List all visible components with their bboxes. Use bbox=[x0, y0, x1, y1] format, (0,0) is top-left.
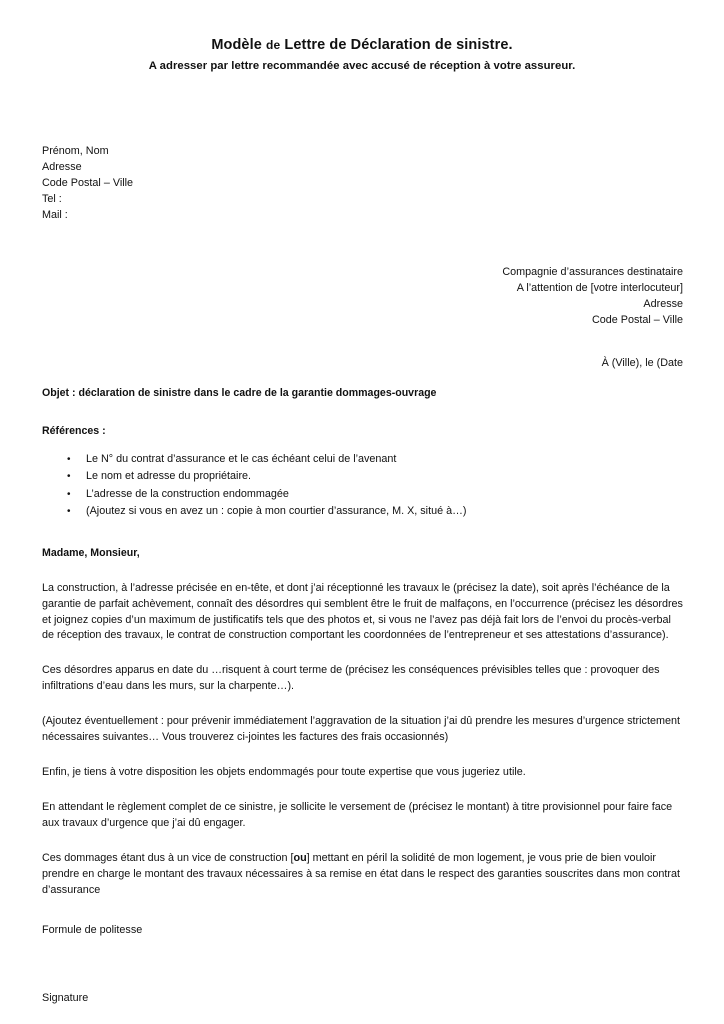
title-word-modele: Modèle bbox=[211, 37, 262, 53]
subject-line: Objet : déclaration de sinistre dans le cadre de la garantie dommages-ouvrage bbox=[42, 387, 437, 399]
recipient-line-attention: A l’attention de [votre interlocuteur] bbox=[516, 281, 683, 294]
closing-formula: Formule de politesse bbox=[42, 924, 143, 937]
body-paragraph-4: Enfin, je tiens à votre disposition les objets endommagés pour toute expertise que vous jugeriez utile. bbox=[42, 765, 526, 778]
sender-line-postal-city: Code Postal – Ville bbox=[42, 176, 134, 189]
sender-line-mail: Mail : bbox=[42, 208, 68, 221]
list-item-label: (Ajoutez si vous en avez un : copie à mon courtier d’assurance, M. X, situé à…) bbox=[86, 505, 467, 518]
body-paragraph-1: La construction, à l’adresse précisée en en-tête, et dont j’ai réceptionné les travaux le (précisez la date), soit après l’échéance de la garantie de parfait achèvement, connaît des désordres qui semblent être le fruit de malfaçons, en l’occurrence (précisez les désordres et joignez copies d’un maximum de justificatifs tels que des photos et, si vous ne l’avez pas déjà fait lors de l’envoi du procès-verbal de réception des travaux, le contrat de construction comportant les coordonnées de l’entrepreneur et ses attestations d’assurance). bbox=[42, 581, 683, 642]
final-paragraph-after: ] mettant en péril la solidité de mon logement, je vous prie de bien vouloir prendre en charge le montant des travaux nécessaires à sa remise en état dans le respect des garanties souscrites dans mon contrat d’assurance bbox=[42, 851, 680, 896]
bullet-icon: • bbox=[67, 453, 71, 465]
sender-line-tel: Tel : bbox=[42, 192, 62, 205]
list-item bbox=[42, 451, 683, 469]
recipient-line-address: Adresse bbox=[643, 297, 683, 310]
body-paragraph-2: Ces désordres apparus en date du …risquent à court terme de (précisez les conséquences prévisibles telles que : provoquer des infiltrations d’eau dans les murs, sur la charpente…). bbox=[42, 664, 660, 693]
bullet-icon: • bbox=[67, 488, 71, 500]
list-item bbox=[42, 468, 683, 486]
place-and-date-line: À (Ville), le (Date bbox=[601, 357, 683, 369]
recipient-address-block bbox=[502, 265, 683, 329]
body-paragraph-5: En attendant le règlement complet de ce sinistre, je sollicite le versement de (précisez le montant) à titre provisionnel pour faire face aux travaux d’urgence que j’ai dû engager. bbox=[42, 800, 673, 829]
signature-label: Signature bbox=[42, 992, 89, 1005]
list-item-label: Le N° du contrat d’assurance et le cas échéant celui de l’avenant bbox=[86, 452, 397, 465]
sender-address-block bbox=[42, 144, 133, 224]
page-subtitle: A adresser par lettre recommandée avec accusé de réception à votre assureur. bbox=[148, 59, 576, 72]
list-item bbox=[42, 486, 683, 504]
letter-body bbox=[42, 386, 683, 1007]
list-item-label: Le nom et adresse du propriétaire. bbox=[86, 470, 252, 483]
document-title-block bbox=[42, 36, 682, 74]
list-item-label: L’adresse de la construction endommagée bbox=[86, 487, 289, 500]
references-list bbox=[42, 451, 683, 521]
recipient-line-postal-city: Code Postal – Ville bbox=[591, 313, 683, 326]
list-item bbox=[42, 503, 683, 521]
title-rest: Lettre de Déclaration de sinistre. bbox=[284, 37, 513, 53]
sender-line-address: Adresse bbox=[42, 160, 82, 173]
body-paragraph-6 bbox=[42, 851, 683, 899]
references-label: Références : bbox=[42, 424, 106, 437]
title-word-de: de bbox=[266, 38, 281, 52]
final-paragraph-before: Ces dommages étant dus à un vice de construction [ bbox=[42, 851, 294, 864]
bullet-icon: • bbox=[67, 471, 71, 483]
sender-line-name: Prénom, Nom bbox=[42, 145, 109, 157]
body-paragraph-3: (Ajoutez éventuellement : pour prévenir immédiatement l’aggravation de la situation j’ai dû prendre les mesures d’urgence strictement nécessaires suivantes… Vous trouverez ci-jointes les factures des frais occasionnés) bbox=[42, 715, 680, 744]
recipient-line-company: Compagnie d’assurances destinataire bbox=[502, 266, 683, 278]
page-title bbox=[42, 36, 682, 56]
bullet-icon: • bbox=[67, 506, 71, 518]
final-paragraph-emphasis: ou bbox=[293, 851, 307, 864]
salutation: Madame, Monsieur, bbox=[42, 546, 140, 559]
